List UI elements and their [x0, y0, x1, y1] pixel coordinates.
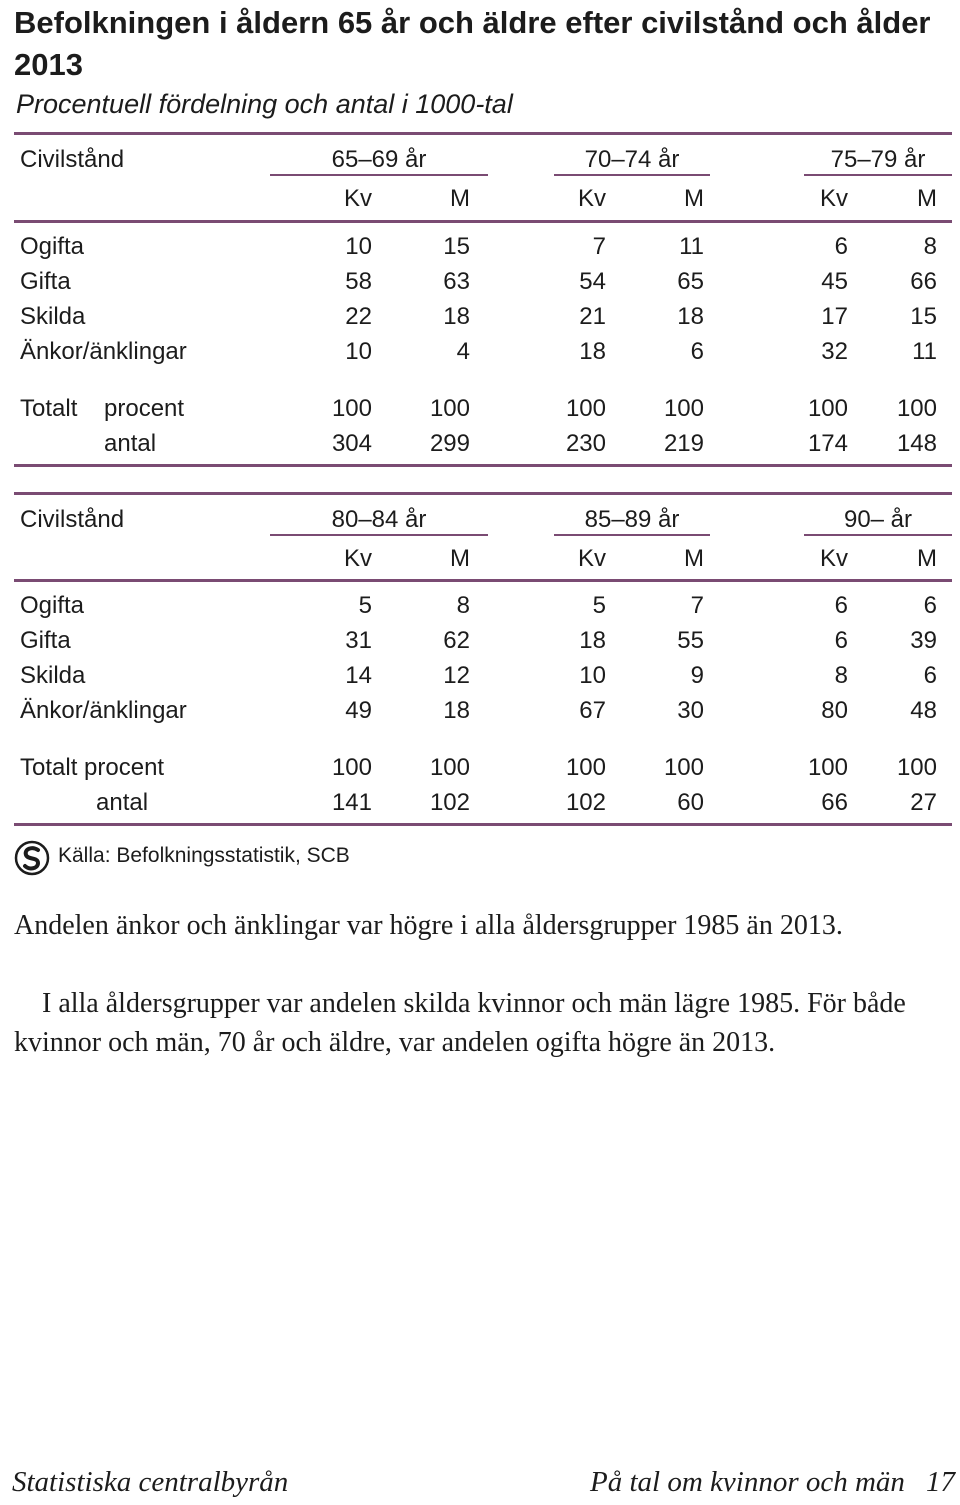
table-cell: 6 — [690, 338, 704, 365]
table-cell: 10 — [345, 338, 372, 365]
group-header: 85–89 år — [554, 506, 710, 536]
body-paragraph: Andelen änkor och änklingar var högre i alla åldersgrupper 1985 än 2013. — [14, 910, 843, 941]
table-cell: 8 — [834, 662, 848, 689]
table-cell: 80 — [821, 697, 848, 724]
table-cell: 230 — [565, 430, 606, 457]
table-cell: 15 — [910, 303, 937, 330]
sub-header: Kv — [819, 185, 848, 212]
sub-header: M — [684, 185, 704, 212]
table-cell: 219 — [663, 430, 704, 457]
table-cell: 299 — [429, 430, 470, 457]
table-cell: 12 — [443, 662, 470, 689]
table-bottom-rule — [14, 823, 952, 826]
sub-header: Kv — [343, 545, 372, 572]
table-cell: 7 — [592, 233, 606, 260]
table-cell: 100 — [807, 754, 848, 781]
column-header-civilstand: Civilstånd — [20, 506, 125, 533]
table-cell: 18 — [443, 303, 470, 330]
sub-header: M — [917, 185, 937, 212]
page-number: 17 — [926, 1466, 955, 1498]
table-cell: 49 — [345, 697, 372, 724]
table-cell: 100 — [429, 754, 470, 781]
row-label: Gifta — [20, 268, 71, 295]
table-2 — [14, 492, 952, 832]
page-title: Befolkningen i åldern 65 år och äldre efter civilstånd och ålder 2013 — [14, 5, 931, 82]
table-top-rule — [14, 492, 952, 495]
table-cell: 6 — [923, 662, 937, 689]
sub-header: Kv — [343, 185, 372, 212]
column-header-civilstand: Civilstånd — [20, 146, 125, 173]
row-label: Skilda — [20, 303, 86, 330]
sub-header: Kv — [577, 185, 606, 212]
table-cell: 11 — [679, 233, 704, 260]
table-cell: 6 — [834, 233, 848, 260]
row-label: Totalt procent — [20, 754, 165, 781]
table-cell: 63 — [443, 268, 470, 295]
table-row-total-procent — [14, 391, 952, 426]
table-cell: 100 — [565, 754, 606, 781]
table-cell: 17 — [821, 303, 848, 330]
table-row-total-procent — [14, 750, 952, 785]
table-cell: 48 — [910, 697, 937, 724]
body-paragraph: I alla åldersgrupper var andelen skilda kvinnor och män lägre 1985. För både kvinnor och män, 70 år och äldre, var andelen ogifta högre än 2013. — [14, 988, 906, 1058]
row-sublabel: antal — [104, 430, 157, 457]
table-cell: 100 — [896, 754, 937, 781]
table-row — [14, 693, 952, 728]
table-cell: 45 — [821, 268, 848, 295]
table-cell: 15 — [443, 233, 470, 260]
table-cell: 11 — [912, 338, 937, 365]
table-1 — [14, 132, 952, 472]
page-subtitle: Procentuell fördelning och antal i 1000-tal — [16, 89, 513, 119]
table-cell: 5 — [358, 592, 372, 619]
table-cell: 100 — [331, 754, 372, 781]
table-cell: 100 — [807, 395, 848, 422]
table-cell: 100 — [331, 395, 372, 422]
table-cell: 7 — [690, 592, 704, 619]
table-cell: 66 — [910, 268, 937, 295]
table-cell: 9 — [690, 662, 704, 689]
row-label: Gifta — [20, 627, 71, 654]
table-cell: 8 — [456, 592, 470, 619]
table-cell: 148 — [896, 430, 937, 457]
footer-publication: På tal om kvinnor och män — [590, 1466, 905, 1498]
group-header: 90– år — [804, 506, 952, 536]
row-sublabel: procent — [104, 395, 185, 422]
table-cell: 100 — [565, 395, 606, 422]
sub-header: M — [917, 545, 937, 572]
group-header: 75–79 år — [804, 146, 952, 176]
source-text: Källa: Befolkningsstatistik, SCB — [58, 844, 350, 867]
table-row — [14, 623, 952, 658]
sub-header: Kv — [819, 545, 848, 572]
table-cell: 141 — [331, 789, 372, 816]
table-row — [14, 588, 952, 623]
table-cell: 27 — [910, 789, 937, 816]
table-cell: 65 — [677, 268, 704, 295]
sub-header: Kv — [577, 545, 606, 572]
sub-header: M — [450, 185, 470, 212]
scb-logo-icon — [14, 840, 50, 876]
sub-header: M — [450, 545, 470, 572]
table-cell: 304 — [331, 430, 372, 457]
table-cell: 30 — [677, 697, 704, 724]
table-header-rule — [14, 579, 952, 582]
row-label: Änkor/änklingar — [20, 338, 187, 365]
table-cell: 174 — [807, 430, 848, 457]
table-row — [14, 229, 952, 264]
row-sublabel: antal — [96, 789, 149, 816]
table-cell: 39 — [910, 627, 937, 654]
table-cell: 31 — [345, 627, 372, 654]
table-cell: 60 — [677, 789, 704, 816]
footer-publisher: Statistiska centralbyrån — [12, 1466, 289, 1498]
table-row — [14, 299, 952, 334]
table-cell: 62 — [443, 627, 470, 654]
table-cell: 18 — [443, 697, 470, 724]
table-row-total-antal — [14, 426, 952, 461]
sub-header: M — [684, 545, 704, 572]
table-cell: 5 — [592, 592, 606, 619]
table-header-rule — [14, 220, 952, 223]
table-cell: 4 — [456, 338, 470, 365]
table-cell: 21 — [579, 303, 606, 330]
table-cell: 22 — [345, 303, 372, 330]
table-cell: 10 — [579, 662, 606, 689]
table-cell: 66 — [821, 789, 848, 816]
group-header: 80–84 år — [270, 506, 488, 536]
table-cell: 55 — [677, 627, 704, 654]
table-row-total-antal — [14, 785, 952, 820]
table-row — [14, 658, 952, 693]
table-cell: 54 — [579, 268, 606, 295]
table-cell: 100 — [663, 754, 704, 781]
table-row — [14, 264, 952, 299]
table-cell: 6 — [923, 592, 937, 619]
table-cell: 58 — [345, 268, 372, 295]
table-cell: 14 — [345, 662, 372, 689]
table-cell: 100 — [429, 395, 470, 422]
row-label: Änkor/änklingar — [20, 697, 187, 724]
row-label: Ogifta — [20, 233, 85, 260]
table-cell: 102 — [565, 789, 606, 816]
table-top-rule — [14, 132, 952, 135]
table-cell: 18 — [579, 338, 606, 365]
table-cell: 102 — [429, 789, 470, 816]
table-cell: 18 — [677, 303, 704, 330]
table-cell: 10 — [345, 233, 372, 260]
table-row — [14, 334, 952, 369]
table-cell: 6 — [834, 627, 848, 654]
table-cell: 18 — [579, 627, 606, 654]
group-header: 65–69 år — [270, 146, 488, 176]
row-label: Skilda — [20, 662, 86, 689]
table-cell: 67 — [579, 697, 606, 724]
row-label: Ogifta — [20, 592, 85, 619]
table-cell: 8 — [923, 233, 937, 260]
row-label: Totalt — [20, 395, 78, 422]
table-cell: 100 — [663, 395, 704, 422]
group-header: 70–74 år — [554, 146, 710, 176]
table-cell: 6 — [834, 592, 848, 619]
table-cell: 100 — [896, 395, 937, 422]
table-bottom-rule — [14, 464, 952, 467]
table-cell: 32 — [821, 338, 848, 365]
